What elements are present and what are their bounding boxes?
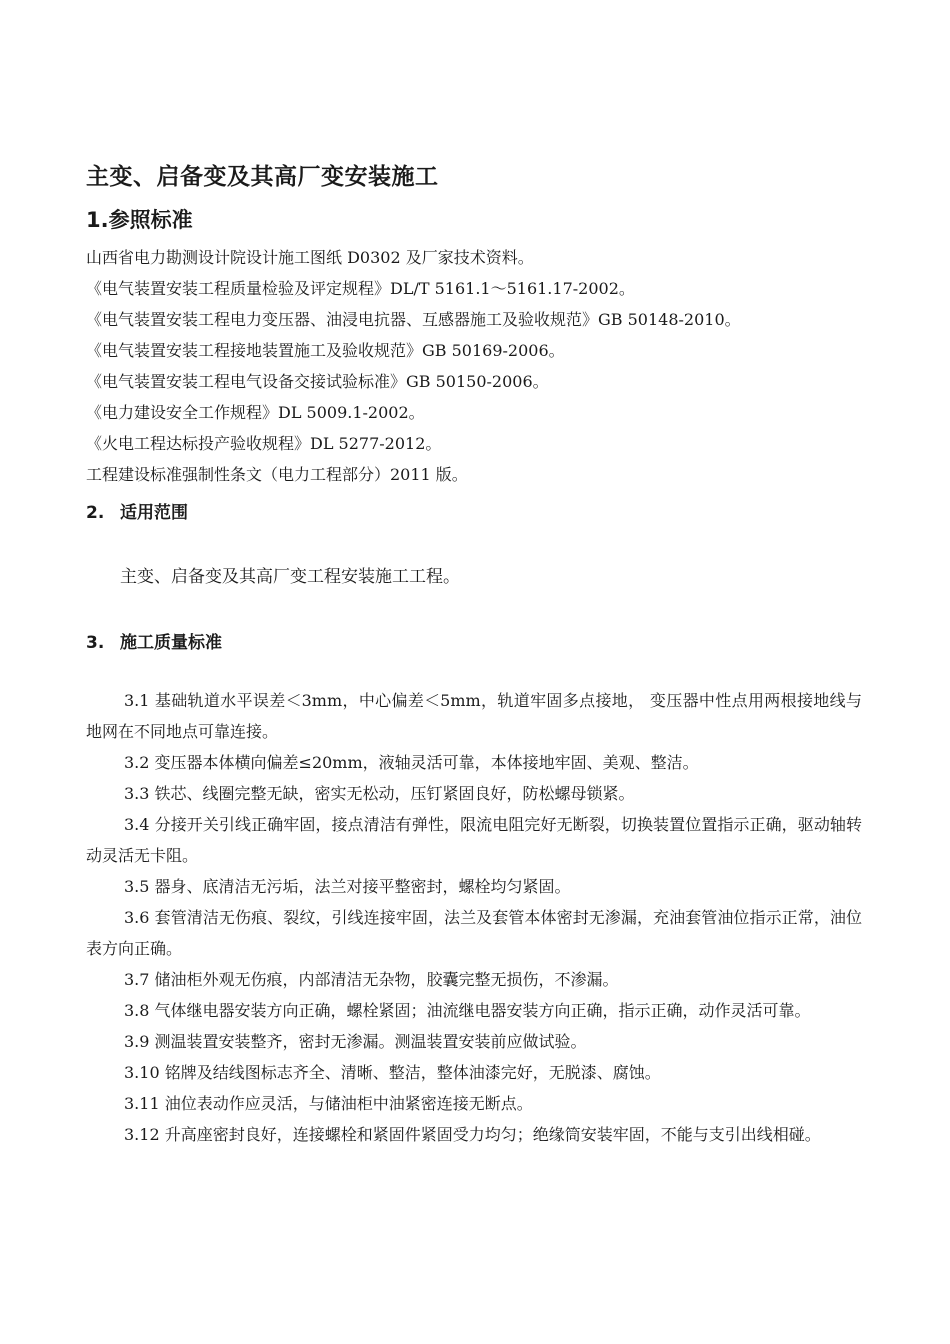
list-item: 工程建设标准强制性条文（电力工程部分）2011 版。 [86, 465, 468, 484]
list-item: 3.6 套管清洁无伤痕、裂纹，引线连接牢固，法兰及套管本体密封无渗漏，充油套管油位指示正常，油位表方向正确。 [86, 908, 862, 958]
list-item: 3.7 储油柜外观无伤痕，内部清洁无杂物，胶囊完整无损伤，不渗漏。 [124, 970, 619, 989]
list-item: 3.12 升高座密封良好，连接螺栓和紧固件紧固受力均匀；绝缘筒安装牢固，不能与支引出线相碰。 [124, 1125, 821, 1144]
list-item: 《电气装置安装工程质量检验及评定规程》DL/T 5161.1～5161.17-2002。 [86, 279, 635, 298]
list-item: 《电气装置安装工程接地装置施工及验收规范》GB 50169-2006。 [86, 341, 565, 360]
section-3-number: 3. [86, 633, 105, 653]
scope-text: 主变、启备变及其高厂变工程安装施工工程。 [120, 567, 460, 587]
reference-standards-list [86, 242, 866, 490]
section-2-heading [86, 498, 188, 523]
list-item: 3.11 油位表动作应灵活，与储油柜中油紧密连接无断点。 [124, 1094, 533, 1113]
section-3-heading [86, 628, 222, 653]
list-item: 《火电工程达标投产验收规程》DL 5277-2012。 [86, 434, 442, 453]
list-item: 3.3 铁芯、线圈完整无缺，密实无松动，压钉紧固良好，防松螺母锁紧。 [124, 784, 635, 803]
section-2-title: 适用范围 [120, 503, 188, 523]
section-2-number: 2. [86, 503, 105, 523]
section-3-title: 施工质量标准 [120, 633, 222, 653]
list-item: 《电力建设安全工作规程》DL 5009.1-2002。 [86, 403, 425, 422]
list-item: 《电气装置安装工程电力变压器、油浸电抗器、互感器施工及验收规范》GB 50148-2010。 [86, 310, 741, 329]
quality-standards-list [86, 685, 862, 1150]
list-item: 3.8 气体继电器安装方向正确，螺栓紧固；油流继电器安装方向正确，指示正确，动作灵活可靠。 [124, 1001, 811, 1020]
list-item: 3.2 变压器本体横向偏差≤20mm，液轴灵活可靠，本体接地牢固、美观、整洁。 [124, 753, 699, 772]
list-item: 3.10 铭牌及结线图标志齐全、清晰、整洁，整体油漆完好，无脱漆、腐蚀。 [124, 1063, 661, 1082]
list-item: 3.5 器身、底清洁无污垢，法兰对接平整密封，螺栓均匀紧固。 [124, 877, 571, 896]
list-item: 《电气装置安装工程电气设备交接试验标准》GB 50150-2006。 [86, 372, 549, 391]
list-item: 3.9 测温装置安装整齐，密封无渗漏。测温装置安装前应做试验。 [124, 1032, 587, 1051]
list-item: 3.1 基础轨道水平误差＜3mm，中心偏差＜5mm，轨道牢固多点接地， 变压器中性点用两根接地线与地网在不同地点可靠连接。 [86, 691, 862, 741]
document-title: 主变、启备变及其高厂变安装施工 [86, 164, 439, 190]
list-item: 山西省电力勘测设计院设计施工图纸 D0302 及厂家技术资料。 [86, 248, 534, 267]
section-1-heading: 1.参照标准 [86, 208, 193, 232]
list-item: 3.4 分接开关引线正确牢固，接点清洁有弹性，限流电阻完好无断裂，切换装置位置指示正确，驱动轴转动灵活无卡阻。 [86, 815, 862, 865]
